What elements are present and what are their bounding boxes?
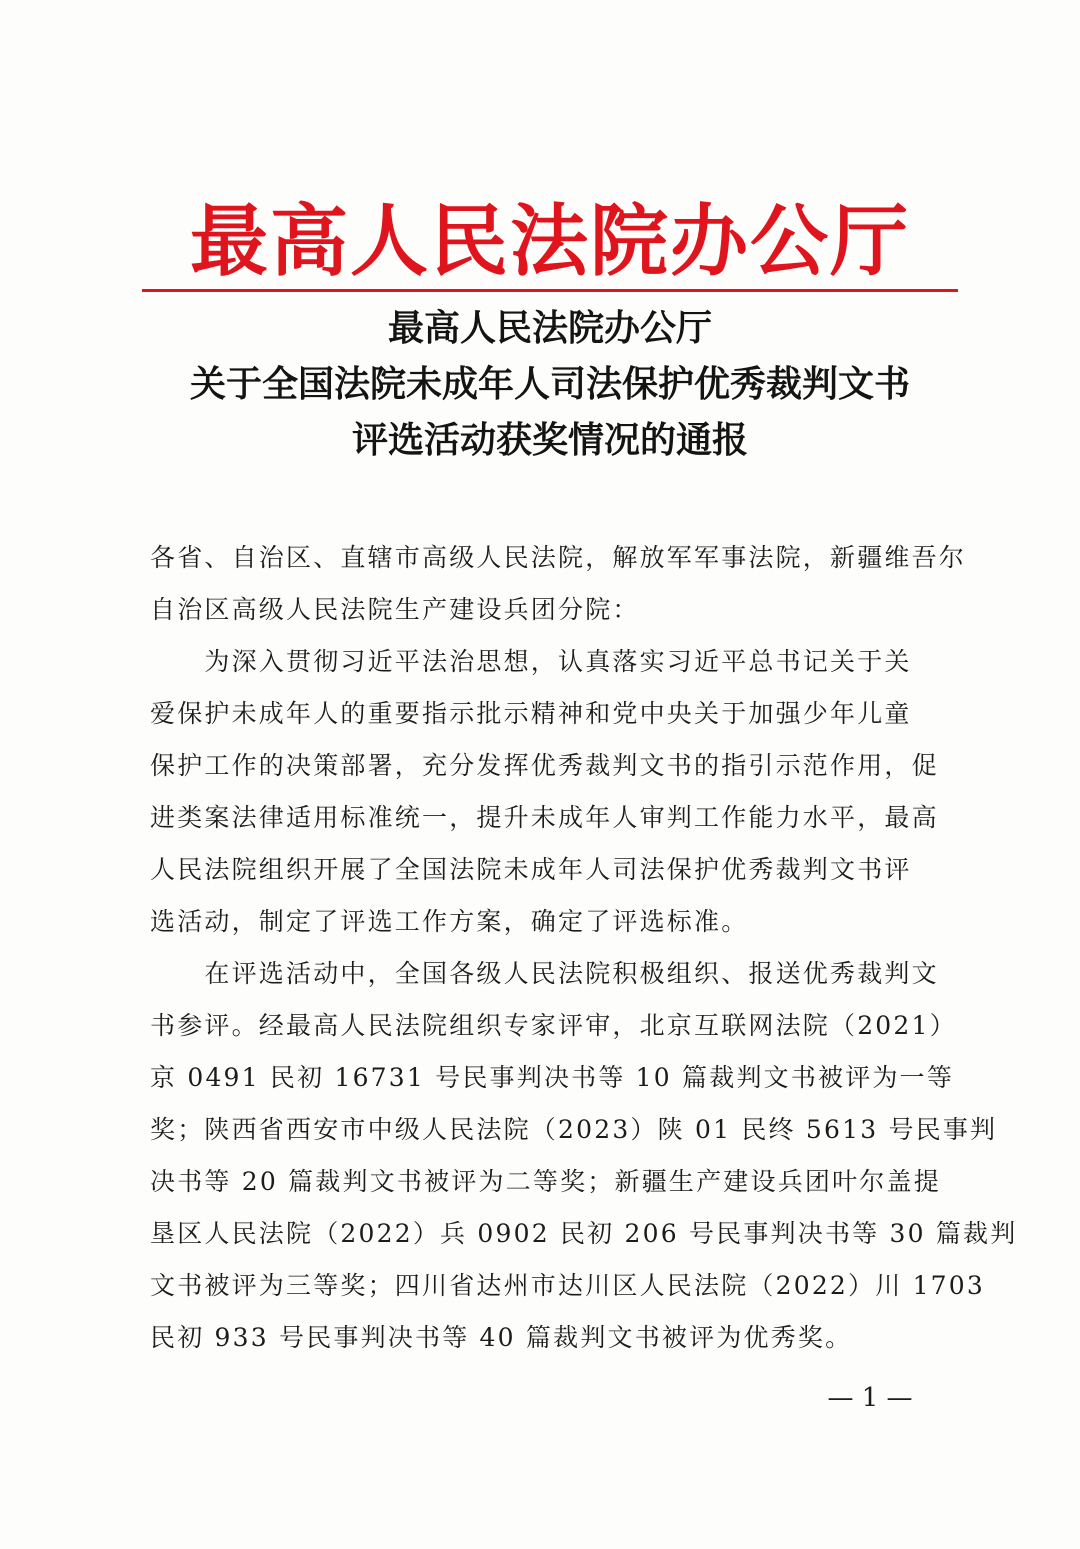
paragraph-2-line: 在评选活动中，全国各级人民法院积极组织、报送优秀裁判文 bbox=[150, 959, 939, 988]
title-line-2: 关于全国法院未成年人司法保护优秀裁判文书 bbox=[189, 364, 910, 405]
paragraph-2-line: 民初 933 号民事判决书等 40 篇裁判文书被评为优秀奖。 bbox=[150, 1323, 853, 1352]
paragraph-2-line: 书参评。经最高人民法院组织专家评审，北京互联网法院（2021） bbox=[150, 1011, 957, 1040]
paragraph-2-line: 决书等 20 篇裁判文书被评为二等奖；新疆生产建设兵团叶尔盖提 bbox=[150, 1167, 941, 1196]
paragraph-2-line: 奖；陕西省西安市中级人民法院（2023）陕 01 民终 5613 号民事判 bbox=[150, 1115, 998, 1144]
paragraph-1-line: 为深入贯彻习近平法治思想，认真落实习近平总书记关于关 bbox=[150, 647, 912, 676]
paragraph-2-line: 京 0491 民初 16731 号民事判决书等 10 篇裁判文书被评为一等 bbox=[150, 1063, 955, 1092]
paragraph-1-line: 人民法院组织开展了全国法院未成年人司法保护优秀裁判文书评 bbox=[150, 855, 912, 884]
addressee-line: 各省、自治区、直辖市高级人民法院，解放军军事法院，新疆维吾尔 bbox=[150, 543, 967, 572]
paragraph-1-line: 爱保护未成年人的重要指示批示精神和党中央关于加强少年儿童 bbox=[150, 699, 912, 728]
paragraph-2-line: 文书被评为三等奖；四川省达州市达川区人民法院（2022）川 1703 bbox=[150, 1271, 985, 1300]
title-line-1: 最高人民法院办公厅 bbox=[387, 308, 712, 349]
addressee-line: 自治区高级人民法院生产建设兵团分院： bbox=[150, 595, 640, 624]
letterhead: 最高人民法院办公厅 bbox=[189, 197, 910, 287]
title-line-3: 评选活动获奖情况的通报 bbox=[351, 420, 748, 461]
page-number: — 1 — bbox=[827, 1383, 913, 1413]
letterhead-divider bbox=[142, 289, 958, 292]
paragraph-1-line: 进类案法律适用标准统一，提升未成年人审判工作能力水平，最高 bbox=[150, 803, 939, 832]
paragraph-1-line: 保护工作的决策部署，充分发挥优秀裁判文书的指引示范作用，促 bbox=[150, 751, 939, 780]
paragraph-2-line: 垦区人民法院（2022）兵 0902 民初 206 号民事判决书等 30 篇裁判 bbox=[150, 1219, 1018, 1248]
paragraph-1-line: 选活动，制定了评选工作方案，确定了评选标准。 bbox=[150, 907, 749, 936]
